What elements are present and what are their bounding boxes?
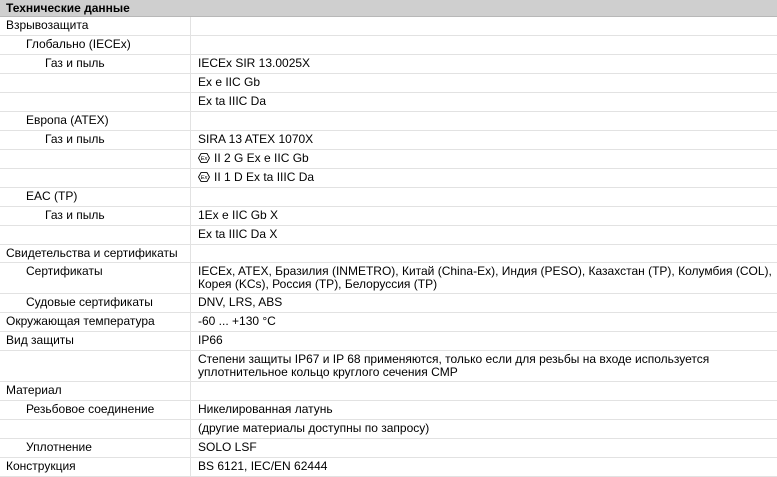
row-value — [191, 169, 777, 188]
row-label: Газ и пыль — [0, 131, 191, 150]
row-label: Европа (ATEX) — [0, 112, 191, 131]
row-value: Степени защиты IP67 и IP 68 применяются, только если для резьбы на входе используется уплотнительное кольцо круглого сечения CMP — [191, 351, 777, 382]
table-row — [0, 458, 777, 477]
row-value: -60 ... +130 °C — [191, 313, 777, 332]
table-row — [0, 263, 777, 294]
row-label — [0, 74, 191, 93]
row-label: Окружающая температура — [0, 313, 191, 332]
row-value: SIRA 13 ATEX 1070X — [191, 131, 777, 150]
row-value: IP66 — [191, 332, 777, 351]
row-value: Ex ta IIIC Da — [191, 93, 777, 112]
row-label: Свидетельства и сертификаты — [0, 245, 191, 263]
table-row — [0, 420, 777, 439]
row-value: Ex e IIC Gb — [191, 74, 777, 93]
row-value: BS 6121, IEC/EN 62444 — [191, 458, 777, 477]
row-label — [0, 150, 191, 169]
row-value: (другие материалы доступны по запросу) — [191, 420, 777, 439]
table-row — [0, 439, 777, 458]
row-label: EAC (TP) — [0, 188, 191, 207]
row-value — [191, 112, 777, 131]
svg-text:Ex: Ex — [201, 175, 208, 181]
table-row — [0, 351, 777, 382]
row-value: DNV, LRS, ABS — [191, 294, 777, 313]
table-row — [0, 294, 777, 313]
row-value: IECEx SIR 13.0025X — [191, 55, 777, 74]
row-label: Взрывозащита — [0, 17, 191, 36]
table-row — [0, 226, 777, 245]
row-value-text: II 2 G Ex e IIC Gb — [214, 151, 309, 165]
table-row — [0, 150, 777, 169]
table-row — [0, 313, 777, 332]
ex-hexagon-icon — [198, 172, 210, 182]
table-row — [0, 17, 777, 36]
row-value: IECEx, ATEX, Бразилия (INMETRO), Китай (China-Ex), Индия (PESO), Казахстан (TP), Колумбия (COL), Корея (KCs), Россия (TP), Белоруссия (TP) — [191, 263, 777, 294]
row-value: Никелированная латунь — [191, 401, 777, 420]
table-row — [0, 169, 777, 188]
technical-data-table — [0, 17, 777, 477]
table-row — [0, 36, 777, 55]
row-value — [191, 188, 777, 207]
row-label — [0, 93, 191, 112]
row-label: Материал — [0, 382, 191, 401]
table-row — [0, 74, 777, 93]
table-row — [0, 207, 777, 226]
row-label: Вид защиты — [0, 332, 191, 351]
row-value: SOLO LSF — [191, 439, 777, 458]
row-label — [0, 169, 191, 188]
table-row — [0, 131, 777, 150]
section-title: Технические данные — [0, 0, 777, 17]
row-label: Глобально (IECEx) — [0, 36, 191, 55]
row-value — [191, 382, 777, 401]
table-row — [0, 112, 777, 131]
table-row — [0, 401, 777, 420]
table-row — [0, 188, 777, 207]
row-label: Газ и пыль — [0, 207, 191, 226]
table-row — [0, 332, 777, 351]
ex-hexagon-icon — [198, 153, 210, 163]
row-label: Сертификаты — [0, 263, 191, 294]
row-value-text: II 1 D Ex ta IIIC Da — [214, 170, 314, 184]
row-value — [191, 17, 777, 36]
row-label: Конструкция — [0, 458, 191, 477]
table-row — [0, 55, 777, 74]
svg-text:Ex: Ex — [201, 156, 208, 162]
table-row — [0, 245, 777, 263]
row-label: Резьбовое соединение — [0, 401, 191, 420]
table-row — [0, 382, 777, 401]
row-value: Ex ta IIIC Da X — [191, 226, 777, 245]
row-label: Газ и пыль — [0, 55, 191, 74]
row-label — [0, 351, 191, 382]
row-label — [0, 226, 191, 245]
row-value — [191, 36, 777, 55]
row-value: 1Ex e IIC Gb X — [191, 207, 777, 226]
row-label — [0, 420, 191, 439]
row-label: Судовые сертификаты — [0, 294, 191, 313]
table-row — [0, 93, 777, 112]
row-label: Уплотнение — [0, 439, 191, 458]
row-value — [191, 150, 777, 169]
row-value — [191, 245, 777, 263]
